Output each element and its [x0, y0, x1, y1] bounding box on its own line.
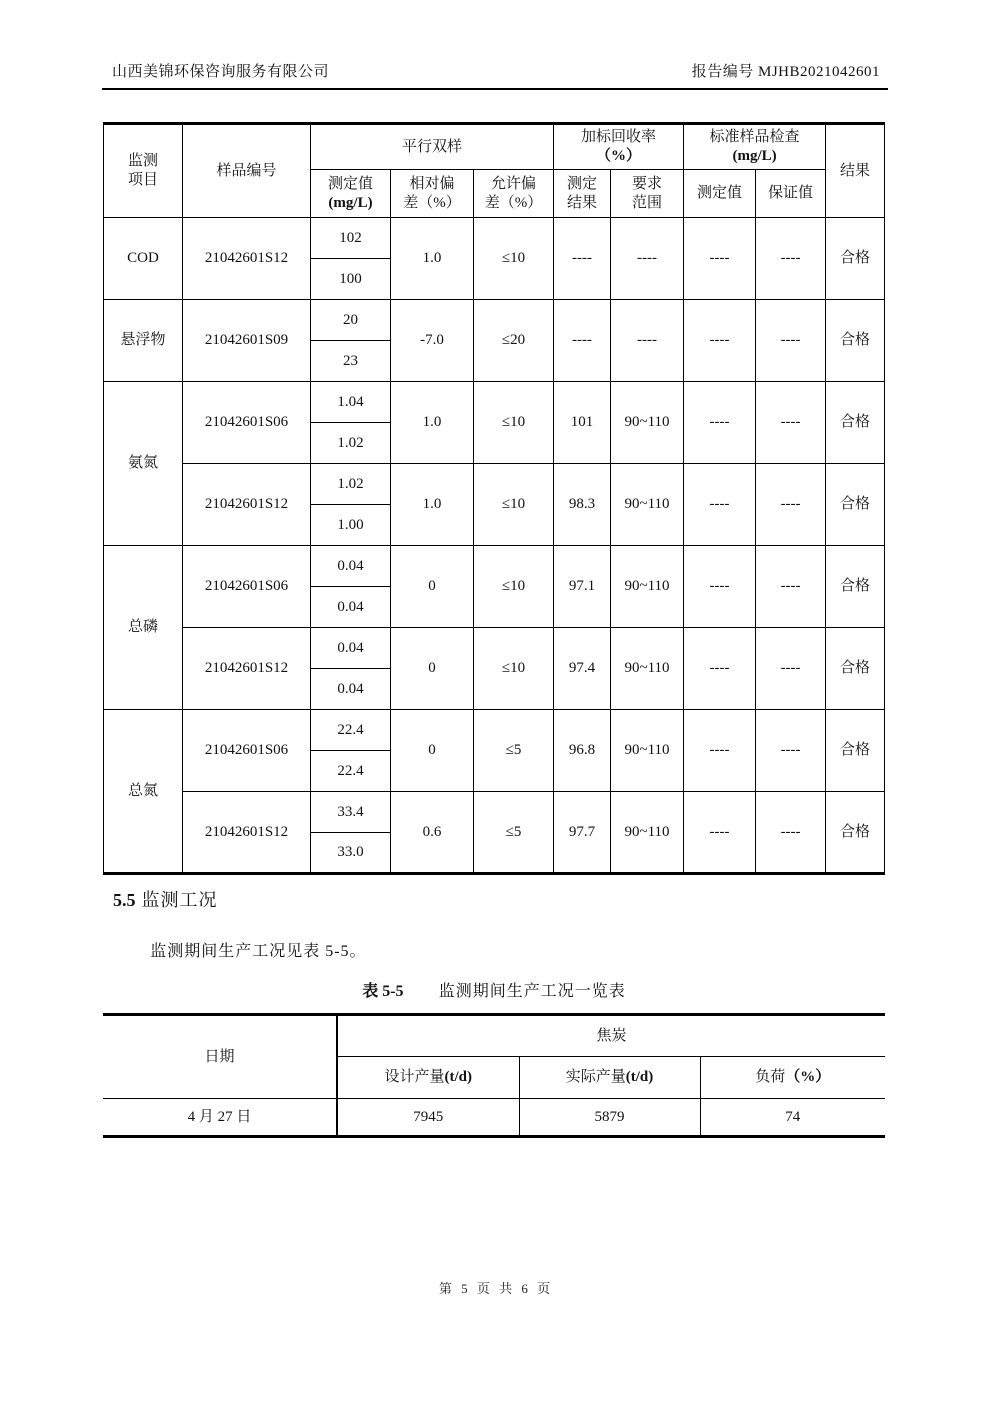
cell-result: 合格	[826, 546, 885, 628]
section-paragraph: 监测期间生产工况见表 5-5。	[150, 943, 367, 960]
cell-result: 合格	[826, 300, 885, 382]
cell-result: 合格	[826, 792, 885, 874]
qc-header-spike-result: 测定 结果	[554, 170, 611, 218]
cell-spike-range: 90~110	[611, 710, 684, 792]
section-number: 5.5	[113, 890, 136, 910]
qc-header-relative-dev: 相对偏 差（%）	[391, 170, 474, 218]
cell-spike-result: 98.3	[554, 464, 611, 546]
cell-sample: 21042601S12	[183, 464, 311, 546]
cell-spike-range: ----	[611, 218, 684, 300]
cell-std-guaranteed: ----	[756, 628, 826, 710]
cell-value1: 102	[311, 218, 391, 259]
section-heading	[113, 886, 218, 912]
cell-allowed-dev: ≤20	[474, 300, 554, 382]
table-row	[104, 300, 885, 341]
cell-allowed-dev: ≤10	[474, 464, 554, 546]
cell-result: 合格	[826, 464, 885, 546]
cell-std-measured: ----	[684, 546, 756, 628]
table-row	[104, 792, 885, 833]
cell-std-measured: ----	[684, 464, 756, 546]
qc-header-measured: 测定值 (mg/L)	[311, 170, 391, 218]
cell-value1: 1.02	[311, 464, 391, 505]
qc-header-spike-range: 要求 范围	[611, 170, 684, 218]
qc-header-item: 监测 项目	[104, 124, 183, 218]
cell-relative-dev: 0	[391, 546, 474, 628]
cell-sample: 21042601S06	[183, 546, 311, 628]
cell-spike-range: 90~110	[611, 382, 684, 464]
cell-value1: 33.4	[311, 792, 391, 833]
cell-spike-result: 101	[554, 382, 611, 464]
cell-result: 合格	[826, 218, 885, 300]
section-title: 监测工况	[141, 890, 218, 910]
cell-value2: 100	[311, 259, 391, 300]
cell-spike-result: 97.4	[554, 628, 611, 710]
qc-header-result: 结果	[826, 124, 885, 218]
cell-value2: 0.04	[311, 587, 391, 628]
cell-value1: 0.04	[311, 546, 391, 587]
cell-spike-range: 90~110	[611, 546, 684, 628]
prod-cell-design: 7945	[337, 1099, 519, 1137]
cell-allowed-dev: ≤5	[474, 710, 554, 792]
prod-cell-load: 74	[700, 1099, 885, 1137]
cell-value2: 1.00	[311, 505, 391, 546]
prod-header-load: 负荷（%）	[700, 1057, 885, 1099]
page-footer: 第 5 页 共 6 页	[438, 1281, 554, 1296]
cell-result: 合格	[826, 628, 885, 710]
cell-spike-result: ----	[554, 300, 611, 382]
cell-spike-range: 90~110	[611, 628, 684, 710]
prod-cell-date: 4 月 27 日	[103, 1099, 337, 1137]
cell-item: 总磷	[104, 546, 183, 710]
prod-cell-actual: 5879	[519, 1099, 700, 1137]
cell-spike-result: ----	[554, 218, 611, 300]
cell-allowed-dev: ≤5	[474, 792, 554, 874]
prod-header-design: 设计产量(t/d)	[337, 1057, 519, 1099]
cell-value2: 23	[311, 341, 391, 382]
report-number: 报告编号 MJHB2021042601	[691, 64, 880, 80]
cell-spike-range: 90~110	[611, 464, 684, 546]
table-caption-title: 监测期间生产工况一览表	[438, 983, 626, 1000]
table-row	[104, 628, 885, 669]
cell-relative-dev: 1.0	[391, 464, 474, 546]
table-row	[104, 546, 885, 587]
cell-std-guaranteed: ----	[756, 382, 826, 464]
cell-std-measured: ----	[684, 218, 756, 300]
qc-header-std-guaranteed: 保证值	[756, 170, 826, 218]
cell-relative-dev: 0	[391, 710, 474, 792]
qc-header-spike-group: 加标回收率 （%）	[554, 124, 684, 170]
cell-std-guaranteed: ----	[756, 300, 826, 382]
cell-std-guaranteed: ----	[756, 218, 826, 300]
table-row	[104, 464, 885, 505]
cell-item: 总氮	[104, 710, 183, 874]
qc-table	[103, 122, 885, 875]
qc-table-wrap	[103, 122, 885, 875]
cell-allowed-dev: ≤10	[474, 546, 554, 628]
cell-relative-dev: 1.0	[391, 218, 474, 300]
cell-item: 悬浮物	[104, 300, 183, 382]
cell-value1: 1.04	[311, 382, 391, 423]
cell-item: 氨氮	[104, 382, 183, 546]
cell-std-measured: ----	[684, 382, 756, 464]
cell-value2: 1.02	[311, 423, 391, 464]
cell-value2: 22.4	[311, 751, 391, 792]
cell-allowed-dev: ≤10	[474, 628, 554, 710]
table-caption-label: 表 5-5	[362, 983, 404, 1000]
cell-spike-result: 97.1	[554, 546, 611, 628]
table-row	[104, 710, 885, 751]
cell-std-measured: ----	[684, 710, 756, 792]
cell-std-guaranteed: ----	[756, 464, 826, 546]
company-name: 山西美锦环保咨询服务有限公司	[112, 64, 330, 80]
cell-result: 合格	[826, 382, 885, 464]
cell-value1: 22.4	[311, 710, 391, 751]
cell-result: 合格	[826, 710, 885, 792]
prod-header-actual: 实际产量(t/d)	[519, 1057, 700, 1099]
qc-header-allowed-dev: 允许偏 差（%）	[474, 170, 554, 218]
cell-value1: 0.04	[311, 628, 391, 669]
cell-relative-dev: -7.0	[391, 300, 474, 382]
cell-std-measured: ----	[684, 628, 756, 710]
page-header	[102, 56, 888, 90]
cell-item: COD	[104, 218, 183, 300]
cell-relative-dev: 1.0	[391, 382, 474, 464]
cell-relative-dev: 0	[391, 628, 474, 710]
cell-allowed-dev: ≤10	[474, 382, 554, 464]
cell-std-guaranteed: ----	[756, 546, 826, 628]
cell-spike-range: 90~110	[611, 792, 684, 874]
qc-header-parallel-group: 平行双样	[311, 124, 554, 170]
table-caption	[103, 978, 885, 1001]
cell-std-guaranteed: ----	[756, 792, 826, 874]
prod-header-date: 日期	[103, 1015, 337, 1099]
cell-spike-range: ----	[611, 300, 684, 382]
cell-spike-result: 96.8	[554, 710, 611, 792]
cell-sample: 21042601S06	[183, 382, 311, 464]
cell-std-measured: ----	[684, 300, 756, 382]
table-row	[104, 382, 885, 423]
table-row	[103, 1099, 885, 1137]
qc-header-std-group: 标准样品检查 (mg/L)	[684, 124, 826, 170]
cell-value1: 20	[311, 300, 391, 341]
cell-sample: 21042601S09	[183, 300, 311, 382]
cell-std-guaranteed: ----	[756, 710, 826, 792]
prod-table-wrap	[103, 1013, 885, 1138]
qc-header-std-measured: 测定值	[684, 170, 756, 218]
cell-sample: 21042601S06	[183, 710, 311, 792]
cell-sample: 21042601S12	[183, 628, 311, 710]
prod-table	[103, 1013, 885, 1138]
table-row	[104, 218, 885, 259]
cell-allowed-dev: ≤10	[474, 218, 554, 300]
cell-relative-dev: 0.6	[391, 792, 474, 874]
prod-header-product: 焦炭	[337, 1015, 885, 1057]
cell-value2: 33.0	[311, 833, 391, 874]
qc-header-sample-id: 样品编号	[183, 124, 311, 218]
cell-sample: 21042601S12	[183, 218, 311, 300]
cell-std-measured: ----	[684, 792, 756, 874]
cell-value2: 0.04	[311, 669, 391, 710]
cell-spike-result: 97.7	[554, 792, 611, 874]
cell-sample: 21042601S12	[183, 792, 311, 874]
